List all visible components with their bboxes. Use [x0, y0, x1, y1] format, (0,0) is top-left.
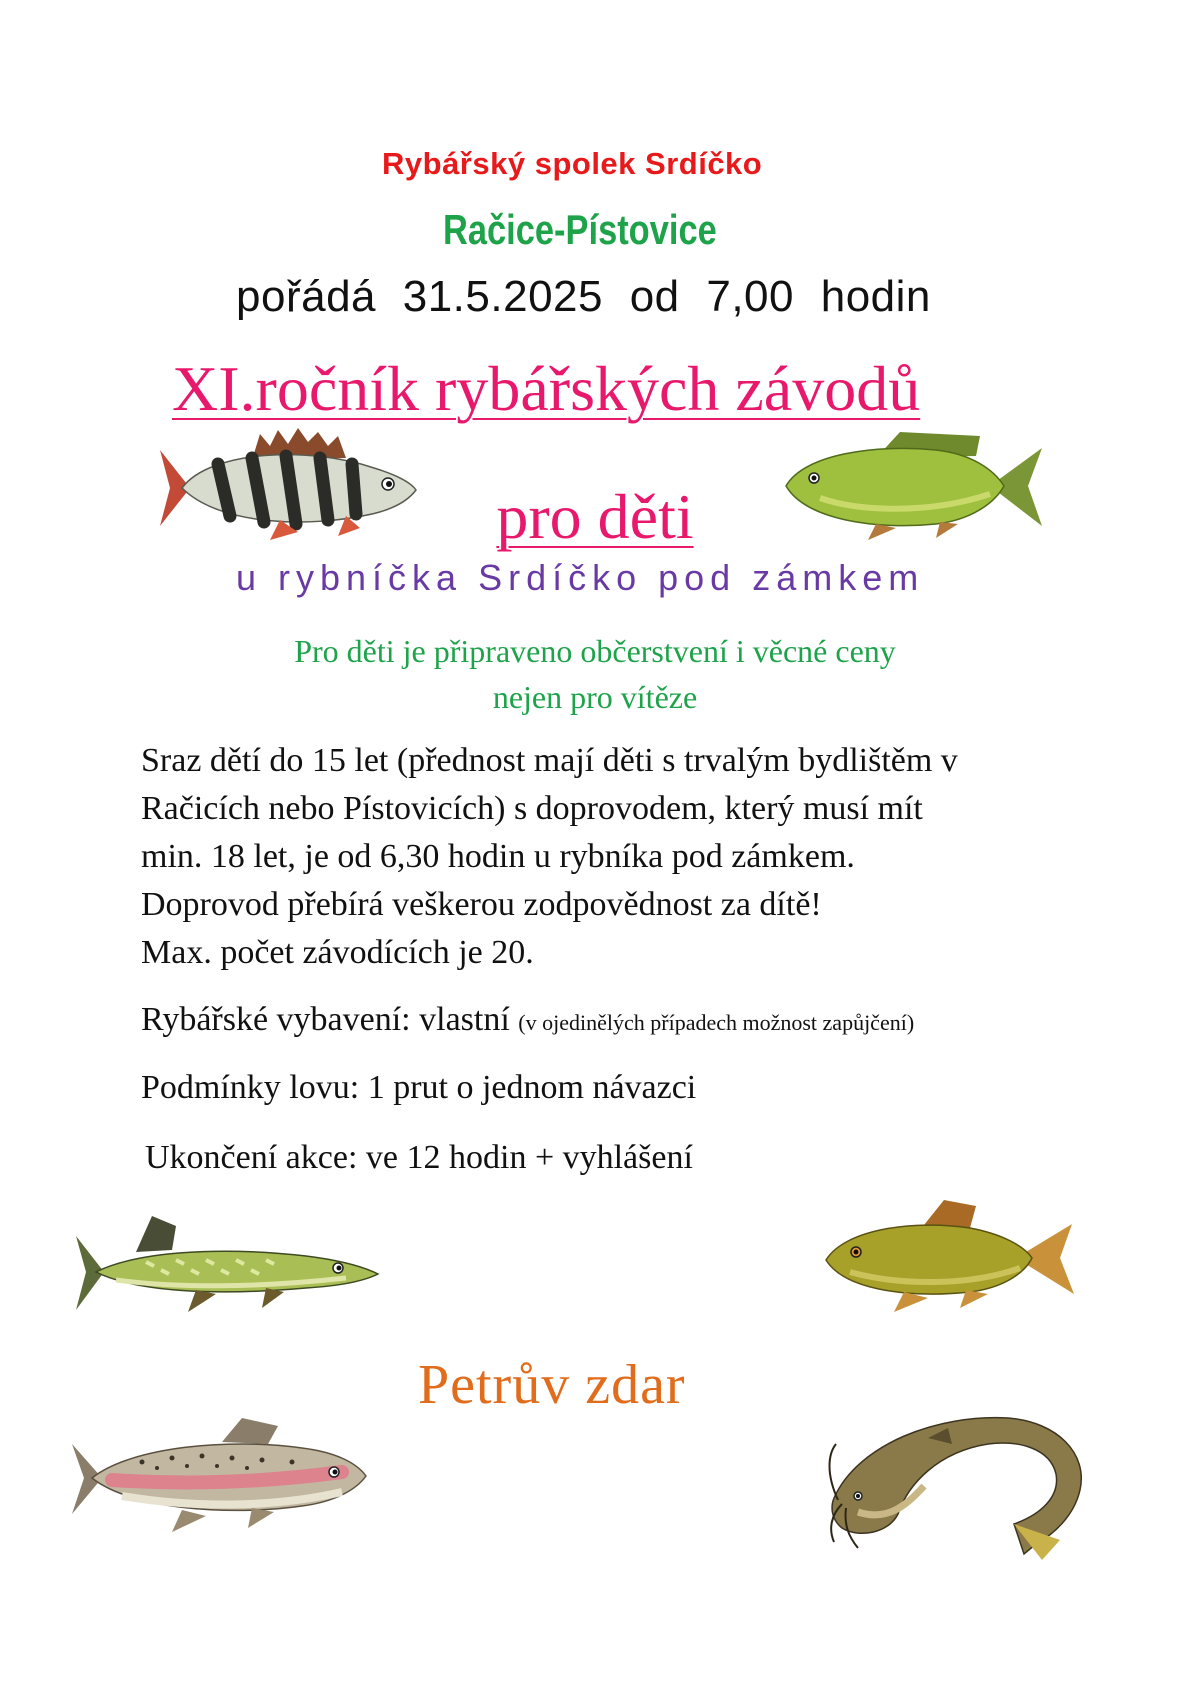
place-name: Račice-Pístovice — [443, 206, 717, 253]
details-line: Max. počet závodících je 20. — [141, 934, 534, 971]
details-line: Doprovod přebírá veškerou zodpovědnost za dítě! — [141, 886, 822, 923]
equipment-note: (v ojedinělých případech možnost zapůjčení) — [518, 1010, 915, 1035]
tench-icon — [820, 1198, 1076, 1314]
details-line: Sraz dětí do 15 let (přednost mají děti s trvalým bydlištěm v — [141, 742, 958, 779]
trout-icon — [72, 1414, 368, 1534]
event-title: XI.ročník rybářských závodů — [172, 353, 921, 424]
event-location: u rybníčka Srdíčko pod zámkem — [236, 557, 925, 598]
details-line: min. 18 let, je od 6,30 hodin u rybníka pod zámkem. — [141, 838, 855, 875]
equipment-label: Rybářské vybavení: vlastní — [141, 1001, 510, 1038]
greeting: Petrův zdar — [418, 1354, 686, 1416]
note-line-2: nejen pro vítěze — [492, 679, 698, 715]
equipment-line — [141, 996, 914, 1047]
carp-icon — [780, 428, 1046, 540]
note-line-1: Pro děti je připraveno občerstvení i věcné ceny — [294, 633, 896, 669]
end-line: Ukončení akce: ve 12 hodin + vyhlášení — [145, 1139, 693, 1176]
date-line: pořádá 31.5.2025 od 7,00 hodin — [236, 272, 931, 321]
catfish-icon — [828, 1404, 1090, 1560]
pike-icon — [76, 1216, 380, 1326]
details-line: Račicích nebo Pístovicích) s doprovodem, který musí mít — [141, 790, 923, 827]
event-subtitle: pro děti — [496, 481, 694, 552]
conditions-line: Podmínky lovu: 1 prut o jednom návazci — [141, 1069, 697, 1106]
perch-icon — [160, 428, 418, 540]
organization-name: Rybářský spolek Srdíčko — [382, 146, 763, 181]
